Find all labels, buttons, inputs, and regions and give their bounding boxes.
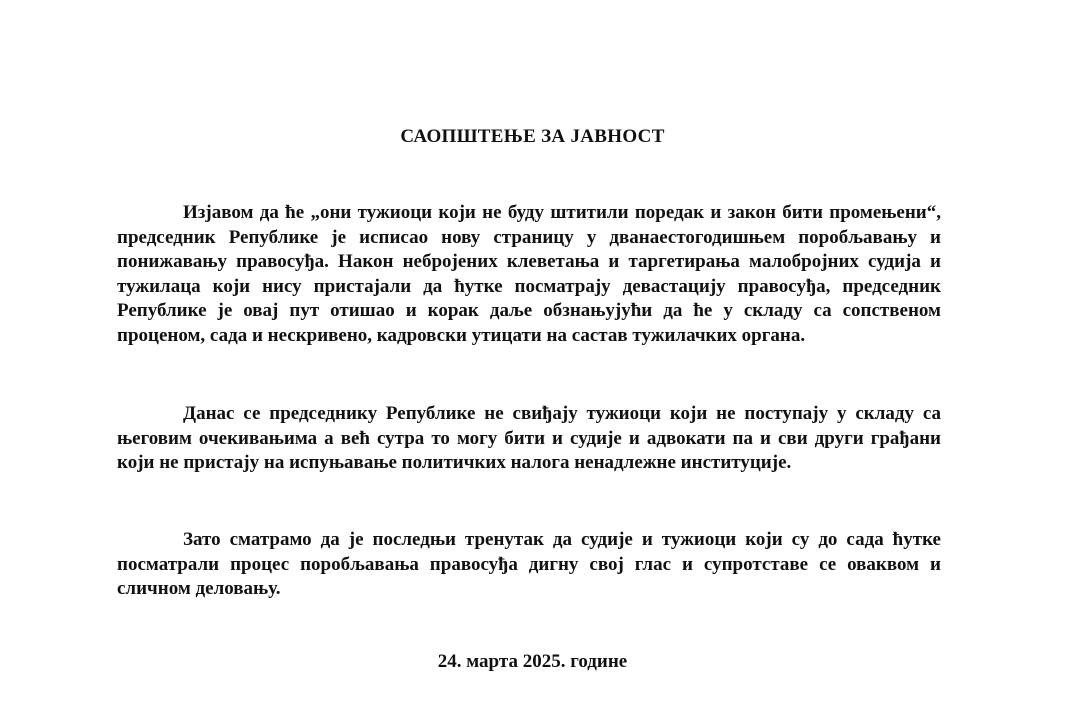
document-title: САОПШТЕЊЕ ЗА ЈАВНОСТ (400, 126, 665, 147)
paragraph-1: Изјавом да ће „они тужиоци који не буду штитили поредак и закон бити промењени“, председник Републике је исписао нову страницу у дванаестогодишњем поробљавању и понижавању правосуђа. Након небројених клеветања и таргетирања малобројних судија и тужилаца који нису пристајали да ћутке посматрају девастацију правосуђа, председник Републике је овај пут отишао и корак даље обзнањујући да ће у складу са сопственом проценом, сада и нескривено, кадровски утицати на састав тужилачких органа. (117, 202, 941, 346)
paragraph-3: Зато сматрамо да је последњи тренутак да судије и тужиоци који су до сада ћутке посматрали процес поробљавања правосуђа дигну свој глас и супротставе се оваквом и сличном деловању. (117, 529, 941, 599)
document-date: 24. марта 2025. године (437, 651, 628, 672)
paragraph-2: Данас се председнику Републике не свиђају тужиоци који не поступају у складу са његовим очекивањима а већ сутра то могу бити и судије и адвокати па и сви други грађани који не пристају на испуњавање политичких налога ненадлежне институције. (117, 403, 941, 473)
